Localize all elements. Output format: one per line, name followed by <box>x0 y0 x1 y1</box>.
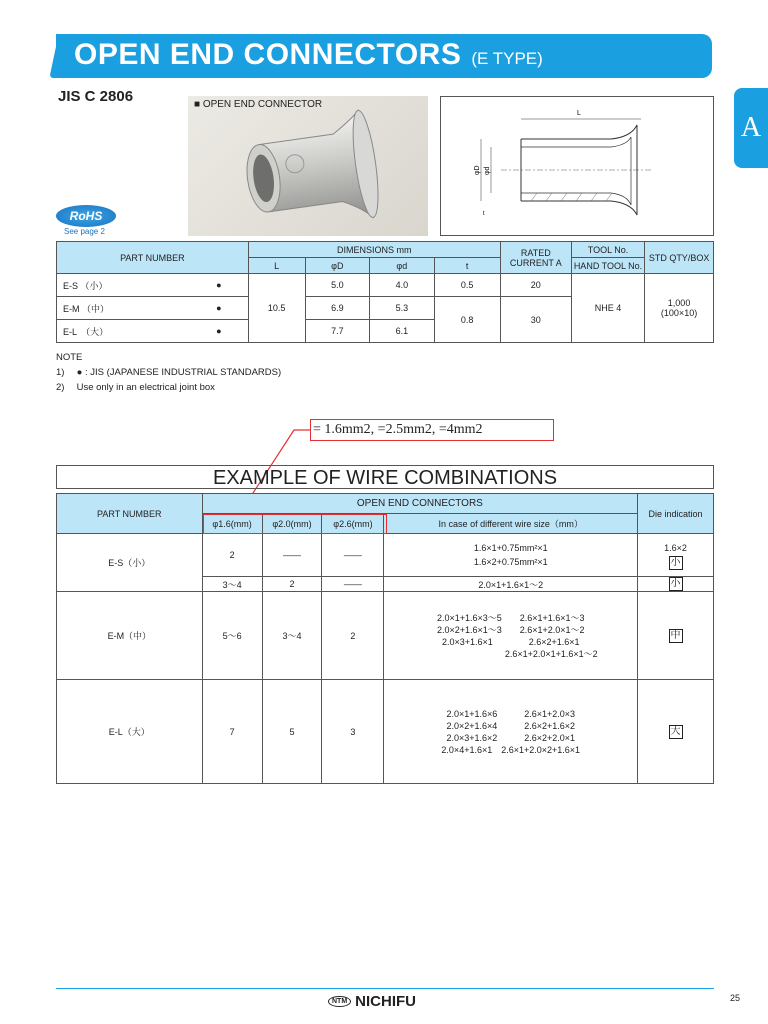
die-cell <box>638 577 714 592</box>
example-title: EXAMPLE OF WIRE COMBINATIONS <box>56 465 714 489</box>
col-part-number: PART NUMBER <box>57 494 203 534</box>
combo-line: 2.0×2+1.6×1～3 2.6×1+2.0×1～2 <box>436 624 585 635</box>
section-tab[interactable]: A <box>734 88 768 168</box>
die-value: 1.6×2 <box>664 542 687 553</box>
combo-line: 2.0×1+1.6×6 2.6×1+2.0×3 <box>446 708 576 719</box>
value-different <box>384 680 638 784</box>
die-cell <box>638 680 714 784</box>
jis-mark: ● <box>190 320 248 343</box>
dim-phid: φd <box>484 166 491 175</box>
combo-line: 2.0×1+1.6×3～5 2.6×1+1.6×1～3 <box>436 612 585 623</box>
die-mark: 小 <box>670 578 681 589</box>
footer-rule <box>56 988 714 989</box>
col-open-end: OPEN END CONNECTORS <box>202 494 637 514</box>
combo-line: 2.0×4+1.6×1 2.6×1+2.0×2+1.6×1 <box>441 744 581 755</box>
col-part-number: PART NUMBER <box>57 242 249 274</box>
dimension-drawing <box>440 96 714 236</box>
combo-line: 2.0×2+1.6×4 2.6×2+1.6×2 <box>446 720 576 731</box>
die-cell <box>638 534 714 577</box>
part-number: E-M（中） <box>57 592 203 680</box>
part-number: E-S （小） <box>57 274 190 297</box>
value-phi16: 3～4 <box>202 577 262 592</box>
die-mark: 中 <box>670 629 681 641</box>
table-row <box>57 680 714 784</box>
die-cell <box>638 592 714 680</box>
value-L: 10.5 <box>248 274 305 343</box>
value-phi16: 7 <box>202 680 262 784</box>
value-phiD: 6.9 <box>305 297 370 320</box>
col-die-indication: Die indication <box>638 494 714 534</box>
page-title: OPEN END CONNECTORS <box>74 38 462 71</box>
col-phi20: φ2.0(mm) <box>262 514 322 534</box>
dim-phiD: φD <box>474 165 481 175</box>
value-phid: 5.3 <box>370 297 435 320</box>
logo-mark: NTM <box>328 996 351 1007</box>
dim-L: L <box>577 110 581 117</box>
value-tool: NHE 4 <box>571 274 644 343</box>
col-tool-no: TOOL No. <box>571 242 644 258</box>
value-current: 30 <box>500 297 571 343</box>
value-phi20: —— <box>262 534 322 577</box>
connector-drawing <box>441 97 713 235</box>
value-different <box>384 534 638 577</box>
combo-line: 1.6×1+0.75mm²×1 <box>473 543 548 553</box>
spec-table <box>56 241 714 343</box>
note-2: 2) Use only in an electrical joint box <box>56 382 215 393</box>
value-phid: 6.1 <box>370 320 435 343</box>
col-phiD: φD <box>305 258 370 274</box>
page-subtitle: (E TYPE) <box>471 49 543 68</box>
value-phi20: 2 <box>262 577 322 592</box>
table-row <box>57 534 714 577</box>
col-phi26: φ2.6(mm) <box>322 514 384 534</box>
col-rated-current: RATED CURRENT A <box>500 242 571 274</box>
combo-line: 2.0×3+1.6×1 2.6×2+1.6×1 <box>441 636 580 647</box>
value-phi16: 5～6 <box>202 592 262 680</box>
combo-line: 2.0×3+1.6×2 2.6×2+2.0×1 <box>446 732 576 743</box>
col-hand-tool: HAND TOOL No. <box>571 258 644 274</box>
value-phi20: 3～4 <box>262 592 322 680</box>
value-different <box>384 592 638 680</box>
value-phi20: 5 <box>262 680 322 784</box>
combo-line: 2.6×1+2.0×1+1.6×1～2 <box>423 648 598 659</box>
col-std-qty: STD QTY/BOX <box>645 242 714 274</box>
qty: 1,000 <box>667 298 691 308</box>
rohs-badge: RoHS <box>56 205 116 227</box>
col-dimensions: DIMENSIONS mm <box>248 242 500 258</box>
value-different: 2.0×1+1.6×1～2 <box>384 577 638 592</box>
product-photo <box>188 96 428 236</box>
value-phi26: 3 <box>322 680 384 784</box>
connector-image <box>188 96 428 236</box>
die-mark: 大 <box>670 725 681 737</box>
value-t: 0.8 <box>434 297 500 343</box>
col-phid: φd <box>370 258 435 274</box>
logo-text: NICHIFU <box>355 993 416 1010</box>
value-current: 20 <box>500 274 571 297</box>
rohs-note-link[interactable]: See page 2 <box>64 227 105 236</box>
note-head: NOTE <box>56 352 83 363</box>
table-row <box>57 274 714 297</box>
wire-combination-table <box>56 493 714 784</box>
value-phi26: —— <box>322 577 384 592</box>
jis-mark: ● <box>190 297 248 320</box>
notes <box>56 350 281 395</box>
note-1: 1) ● : JIS (JAPANESE INDUSTRIAL STANDARDS) <box>56 367 282 378</box>
value-phi16: 2 <box>202 534 262 577</box>
standard-label: JIS C 2806 <box>58 88 134 105</box>
photo-label: ■ OPEN END CONNECTOR <box>194 99 323 110</box>
value-phi26: —— <box>322 534 384 577</box>
table-row <box>57 592 714 680</box>
dim-t: t <box>483 211 485 217</box>
jis-mark: ● <box>190 274 248 297</box>
wire-size-callout: = 1.6mm2, =2.5mm2, =4mm2 <box>310 419 554 441</box>
col-L: L <box>248 258 305 274</box>
part-number: E-L（大） <box>57 680 203 784</box>
qty-sub: (100×10) <box>660 308 698 318</box>
part-number: E-M （中） <box>57 297 190 320</box>
die-mark: 小 <box>670 556 681 568</box>
col-different-size: In case of different wire size（mm） <box>384 514 638 534</box>
combo-line: 1.6×2+0.75mm²×1 <box>473 557 548 567</box>
value-phi26: 2 <box>322 592 384 680</box>
part-number: E-L （大） <box>57 320 190 343</box>
value-qty <box>645 274 714 343</box>
value-t: 0.5 <box>434 274 500 297</box>
col-phi16: φ1.6(mm) <box>202 514 262 534</box>
value-phid: 4.0 <box>370 274 435 297</box>
value-phiD: 7.7 <box>305 320 370 343</box>
value-phiD: 5.0 <box>305 274 370 297</box>
page-number: 25 <box>730 993 741 1003</box>
brand-logo <box>328 993 416 1010</box>
col-t: t <box>434 258 500 274</box>
part-number: E-S（小） <box>57 534 203 592</box>
page-title-bar <box>56 34 712 78</box>
